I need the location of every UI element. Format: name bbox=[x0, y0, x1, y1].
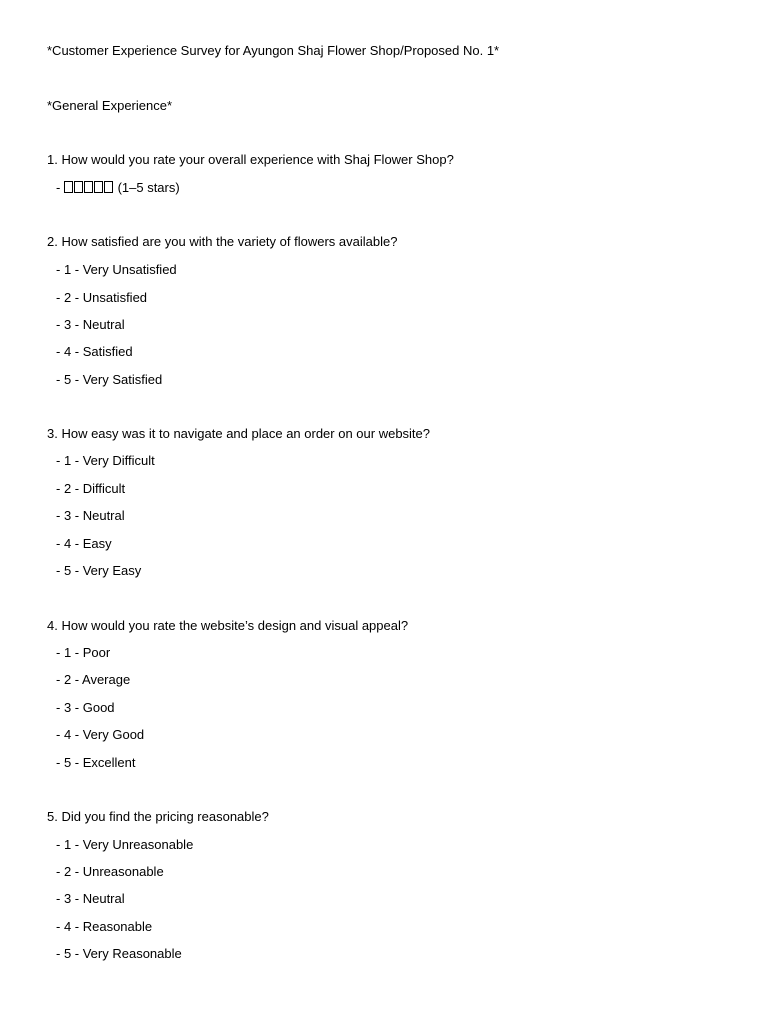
rating-prefix: - bbox=[56, 180, 64, 195]
question-5-option: - 5 - Very Reasonable bbox=[56, 946, 182, 961]
question-2-option: - 5 - Very Satisfied bbox=[56, 372, 163, 387]
question-4-text: 4. How would you rate the website’s design and visual appeal? bbox=[47, 618, 409, 633]
question-4-option: - 3 - Good bbox=[56, 700, 115, 715]
question-4-option: - 5 - Excellent bbox=[56, 755, 136, 770]
question-1-star-rating bbox=[56, 180, 180, 196]
question-1-text: 1. How would you rate your overall experience with Shaj Flower Shop? bbox=[47, 152, 454, 167]
question-2-option: - 3 - Neutral bbox=[56, 317, 125, 332]
question-3-option: - 5 - Very Easy bbox=[56, 563, 142, 578]
question-5-option: - 2 - Unreasonable bbox=[56, 864, 164, 879]
question-2-option: - 2 - Unsatisfied bbox=[56, 290, 148, 305]
question-3-option: - 1 - Very Difficult bbox=[56, 453, 155, 468]
survey-title: *Customer Experience Survey for Ayungon Shaj Flower Shop/Proposed No. 1* bbox=[47, 43, 500, 58]
question-3-option: - 3 - Neutral bbox=[56, 508, 125, 523]
question-2-option: - 4 - Satisfied bbox=[56, 344, 133, 359]
question-5-option: - 3 - Neutral bbox=[56, 891, 125, 906]
question-2-option: - 1 - Very Unsatisfied bbox=[56, 262, 177, 277]
question-5-option: - 1 - Very Unreasonable bbox=[56, 837, 194, 852]
section-heading: *General Experience* bbox=[47, 98, 173, 113]
star-icons bbox=[64, 180, 114, 196]
question-2-text: 2. How satisfied are you with the variety of flowers available? bbox=[47, 234, 398, 249]
rating-suffix: (1–5 stars) bbox=[113, 180, 180, 195]
question-3-option: - 4 - Easy bbox=[56, 536, 112, 551]
question-4-option: - 4 - Very Good bbox=[56, 727, 145, 742]
question-3-text: 3. How easy was it to navigate and place an order on our website? bbox=[47, 426, 431, 441]
star-icon bbox=[104, 181, 113, 193]
question-3-option: - 2 - Difficult bbox=[56, 481, 126, 496]
question-5-text: 5. Did you find the pricing reasonable? bbox=[47, 809, 269, 824]
question-4-option: - 2 - Average bbox=[56, 672, 131, 687]
star-icon bbox=[74, 181, 83, 193]
star-icon bbox=[64, 181, 73, 193]
star-icon bbox=[84, 181, 93, 193]
star-icon bbox=[94, 181, 103, 193]
question-4-option: - 1 - Poor bbox=[56, 645, 111, 660]
question-5-option: - 4 - Reasonable bbox=[56, 919, 153, 934]
